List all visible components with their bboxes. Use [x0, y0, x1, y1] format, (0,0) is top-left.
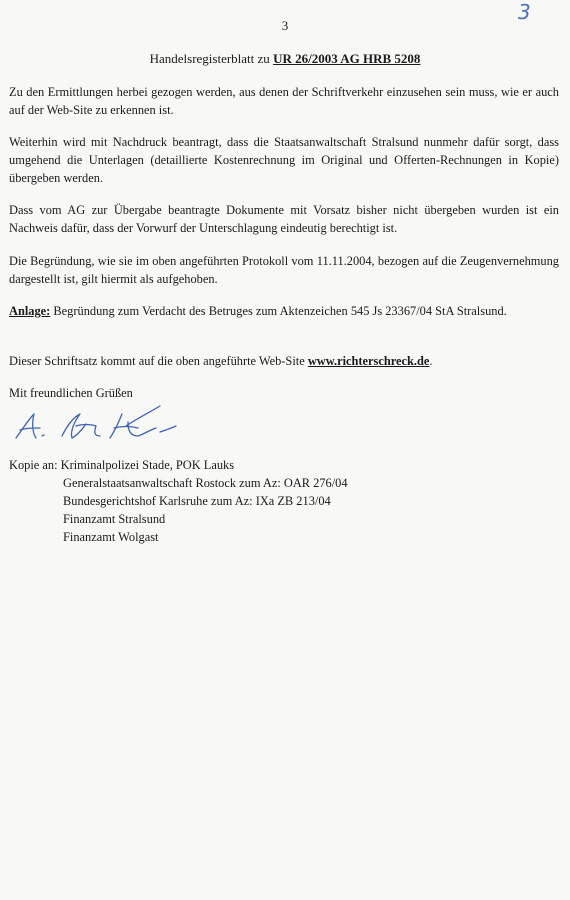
website-suffix: . — [429, 354, 433, 368]
website-prefix: Dieser Schriftsatz kommt auf die oben angeführte Web-Site — [9, 354, 308, 368]
document-title — [0, 51, 570, 67]
paragraph-attachment — [9, 302, 559, 320]
paragraph-request-documents: Weiterhin wird mit Nachdruck beantragt, dass die Staatsanwaltschaft Stralsund nunmehr dafür sorgt, dass umgehend die Unterlagen (detaillierte Kostenrechnung im Original und Offerten-Rechnungen in Kopie) übergeben werden. — [9, 135, 559, 185]
copy-label: Kopie an: — [9, 458, 61, 472]
copy-recipient: Bundesgerichtshof Karlsruhe zum Az: IXa ZB 213/04 — [63, 494, 331, 508]
copy-recipient: Finanzamt Wolgast — [63, 530, 159, 544]
copy-recipient: Kriminalpolizei Stade, POK Lauks — [60, 458, 235, 472]
handwritten-page-number: 3 — [518, 0, 531, 24]
paragraph-investigations: Zu den Ermittlungen herbei gezogen werden, aus denen der Schriftverkehr einzusehen sein muss, wie er auch auf der Web-Site zu erkennen ist. — [9, 85, 559, 117]
copy-recipient-row — [9, 456, 348, 474]
copy-recipients — [9, 456, 348, 546]
paragraph-website — [9, 352, 559, 370]
attachment-text: Begründung zum Verdacht des Betruges zum Aktenzeichen 545 Js 23367/04 StA Stralsund. — [50, 304, 507, 318]
paragraph-justification-revoked: Die Begründung, wie sie im oben angeführten Protokoll vom 11.11.2004, bezogen auf die Zeugenvernehmung dargestellt ist, gilt hiermit als aufgehoben. — [9, 254, 559, 286]
handwritten-signature — [10, 392, 180, 447]
paragraph-withheld-documents: Dass vom AG zur Übergabe beantragte Dokumente mit Vorsatz bisher nicht übergeben wurden ist ein Nachweis dafür, dass der Vorwurf der Unterschlagung eindeutig berechtigt ist. — [9, 203, 559, 235]
closing-greeting: Mit freundlichen Grüßen — [9, 386, 133, 400]
title-prefix: Handelsregisterblatt zu — [149, 51, 274, 66]
copy-recipient: Finanzamt Stralsund — [63, 512, 166, 526]
title-reference: UR 26/2003 AG HRB 5208 — [273, 51, 421, 66]
attachment-label: Anlage: — [9, 304, 51, 318]
copy-recipient: Generalstaatsanwaltschaft Rostock zum Az: OAR 276/04 — [63, 476, 348, 490]
website-link[interactable]: www.richterschreck.de — [307, 354, 430, 368]
page-number: 3 — [281, 18, 289, 33]
